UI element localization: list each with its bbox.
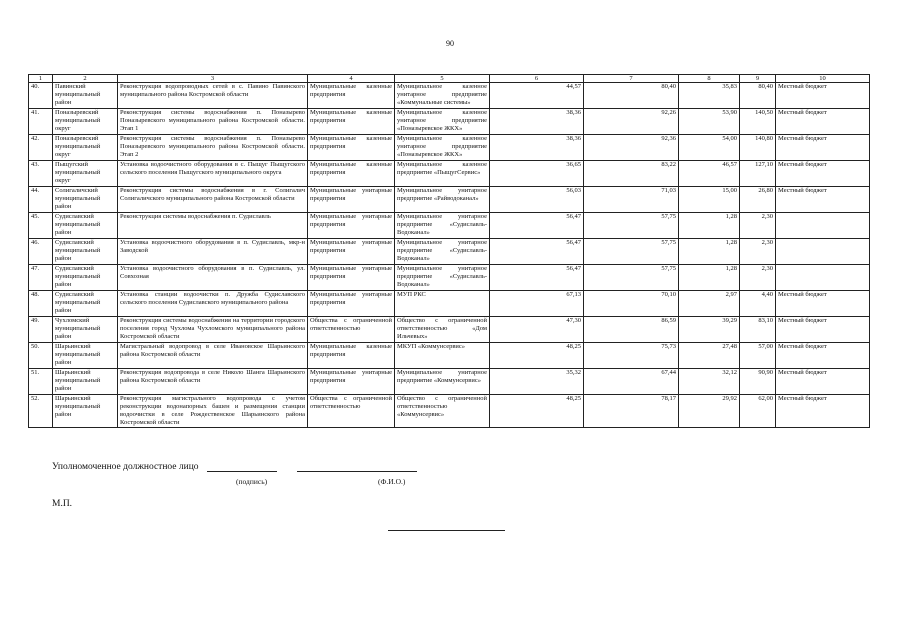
column-header: 6 [490,75,584,83]
column-header: 4 [308,75,395,83]
value-cell: 44,57 [490,83,584,109]
funding-source-cell: Местный бюджет [776,369,870,395]
organization-cell: Муниципальное унитарное предприятие «Судиславль-Водоканал» [395,265,490,291]
table-row [29,213,870,239]
organization-cell: Общество с ограниченной ответственностью «Коммунсервис» [395,395,490,428]
organization-cell: Муниципальное казенное унитарное предприятие «Поназыревское ЖКХ» [395,109,490,135]
value-cell: 2,30 [740,213,776,239]
org-type-cell: Муниципальные унитарные предприятия [308,187,395,213]
project-name-cell: Реконструкция системы водоснабжения п. Судиславль [118,213,308,239]
funding-source-cell: Местный бюджет [776,317,870,343]
name-line [297,471,417,472]
table-row [29,187,870,213]
stamp-label: М.П. [52,499,73,509]
value-cell: 47,30 [490,317,584,343]
column-header: 7 [584,75,679,83]
municipality-cell: Судиславский муниципальный район [53,291,118,317]
value-cell: 2,97 [679,291,740,317]
signature-line [207,471,277,472]
municipality-cell: Поназыревский муниципальный округ [53,109,118,135]
value-cell: 83,10 [740,317,776,343]
funding-source-cell [776,213,870,239]
name-caption: (Ф.И.О.) [378,477,406,486]
municipality-cell: Солигаличский муниципальный район [53,187,118,213]
value-cell: 140,50 [740,109,776,135]
project-name-cell: Установка водоочистного оборудования в с. Пыщуг Пыщугского сельского поселения Пыщугского муниципального округа [118,161,308,187]
organization-cell: Муниципальное казенное унитарное предприятие «Коммунальные системы» [395,83,490,109]
municipality-cell: Пыщугский муниципальный округ [53,161,118,187]
table-row [29,343,870,369]
table-row [29,369,870,395]
authorized-person-label: Уполномоченное должностное лицо [52,462,199,472]
project-name-cell: Реконструкция системы водоснабжения на территории городского поселения город Чухлома Чухломского муниципального района Костромской области [118,317,308,343]
signature-caption: (подпись) [236,477,268,486]
municipality-cell: Шарьинский муниципальный район [53,395,118,428]
row-number: 50. [29,343,53,369]
project-name-cell: Реконструкция водопроводных сетей в с. Павино Павинского муниципального района Костромской области [118,83,308,109]
table-row [29,395,870,428]
org-type-cell: Муниципальные унитарные предприятия [308,265,395,291]
value-cell: 80,40 [740,83,776,109]
project-name-cell: Реконструкция системы водоснабжения п. Поназырево Поназыревского муниципального района Костромской области. Этап 1 [118,109,308,135]
org-type-cell: Муниципальные казенные предприятия [308,83,395,109]
row-number: 47. [29,265,53,291]
organization-cell: Муниципальное унитарное предприятие «Коммунсервис» [395,369,490,395]
row-number: 48. [29,291,53,317]
value-cell: 75,73 [584,343,679,369]
signature-block [52,462,417,472]
row-number: 45. [29,213,53,239]
row-number: 44. [29,187,53,213]
value-cell: 38,36 [490,109,584,135]
value-cell: 92,36 [584,135,679,161]
municipality-cell: Поназыревский муниципальный округ [53,135,118,161]
value-cell: 86,59 [584,317,679,343]
value-cell: 48,25 [490,343,584,369]
project-name-cell: Реконструкция системы водоснабжения п. Поназырево Поназыревского муниципального района Костромской области. Этап 2 [118,135,308,161]
funding-source-cell: Местный бюджет [776,109,870,135]
organization-cell: Муниципальное унитарное предприятие «Судиславль-Водоканал» [395,239,490,265]
column-header: 5 [395,75,490,83]
value-cell: 92,26 [584,109,679,135]
value-cell: 67,44 [584,369,679,395]
row-number: 46. [29,239,53,265]
project-name-cell: Магистральный водопровод в селе Ивановское Шарьинского района Костромской области [118,343,308,369]
funding-source-cell [776,265,870,291]
municipality-cell: Судиславский муниципальный район [53,265,118,291]
row-number: 49. [29,317,53,343]
org-type-cell: Муниципальные унитарные предприятия [308,239,395,265]
org-type-cell: Муниципальные унитарные предприятия [308,213,395,239]
column-header: 8 [679,75,740,83]
org-type-cell: Муниципальные унитарные предприятия [308,369,395,395]
column-header: 3 [118,75,308,83]
table-row [29,265,870,291]
value-cell: 1,28 [679,239,740,265]
municipality-cell: Шарьинский муниципальный район [53,343,118,369]
value-cell: 78,17 [584,395,679,428]
value-cell: 53,90 [679,109,740,135]
municipality-cell: Павинский муниципальный район [53,83,118,109]
value-cell: 80,40 [584,83,679,109]
table-row [29,83,870,109]
row-number: 41. [29,109,53,135]
row-number: 52. [29,395,53,428]
municipality-cell: Шарьинский муниципальный район [53,369,118,395]
organization-cell: Муниципальное унитарное предприятие «Судиславль-Водоканал» [395,213,490,239]
value-cell: 46,57 [679,161,740,187]
org-type-cell: Муниципальные казенные предприятия [308,343,395,369]
column-header: 10 [776,75,870,83]
value-cell: 2,30 [740,239,776,265]
row-number: 40. [29,83,53,109]
value-cell: 26,80 [740,187,776,213]
value-cell: 127,10 [740,161,776,187]
org-type-cell: Муниципальные казенные предприятия [308,135,395,161]
bottom-rule [388,530,505,531]
value-cell: 56,03 [490,187,584,213]
value-cell: 57,75 [584,239,679,265]
organization-cell: Общество с ограниченной ответственностью «Дом Ильчевых» [395,317,490,343]
page-number: 90 [446,39,454,48]
value-cell: 57,00 [740,343,776,369]
table-row [29,291,870,317]
funding-source-cell [776,239,870,265]
value-cell: 90,90 [740,369,776,395]
row-number: 42. [29,135,53,161]
organization-cell: Муниципальное казенное унитарное предприятие «Поназыревское ЖКХ» [395,135,490,161]
value-cell: 56,47 [490,239,584,265]
funding-source-cell: Местный бюджет [776,135,870,161]
table-row [29,239,870,265]
project-name-cell: Реконструкция водопровода в селе Николо Шанга Шарьинского района Костромской области [118,369,308,395]
value-cell: 56,47 [490,265,584,291]
value-cell: 56,47 [490,213,584,239]
funding-source-cell: Местный бюджет [776,83,870,109]
funding-source-cell: Местный бюджет [776,187,870,213]
value-cell: 62,00 [740,395,776,428]
org-type-cell: Муниципальные унитарные предприятия [308,291,395,317]
value-cell: 29,92 [679,395,740,428]
organization-cell: МКУП «Коммунсервис» [395,343,490,369]
value-cell: 67,13 [490,291,584,317]
value-cell: 35,83 [679,83,740,109]
organization-cell: МУП РКС [395,291,490,317]
value-cell: 1,28 [679,213,740,239]
municipality-cell: Судиславский муниципальный район [53,213,118,239]
table-row [29,161,870,187]
row-number: 51. [29,369,53,395]
value-cell: 39,29 [679,317,740,343]
value-cell: 83,22 [584,161,679,187]
table-row [29,109,870,135]
project-name-cell: Установка водоочистного оборудования в п. Судиславль, ул. Совхозная [118,265,308,291]
column-header: 9 [740,75,776,83]
value-cell: 57,75 [584,213,679,239]
funding-source-cell: Местный бюджет [776,343,870,369]
value-cell: 27,48 [679,343,740,369]
table-row [29,317,870,343]
value-cell: 35,32 [490,369,584,395]
value-cell: 4,40 [740,291,776,317]
value-cell: 54,00 [679,135,740,161]
value-cell: 32,12 [679,369,740,395]
org-type-cell: Общества с ограниченной ответственностью [308,395,395,428]
project-name-cell: Установка водоочистного оборудования в п. Судиславль, мкр-н Заводской [118,239,308,265]
project-name-cell: Реконструкция системы водоснабжения в г. Солигалич Солигаличского муниципального района Костромской области [118,187,308,213]
projects-table [28,74,870,428]
municipality-cell: Чухломский муниципальный район [53,317,118,343]
column-header: 2 [53,75,118,83]
table-header-row [29,75,870,83]
funding-source-cell: Местный бюджет [776,161,870,187]
org-type-cell: Общества с ограниченной ответственностью [308,317,395,343]
organization-cell: Муниципальное казенное предприятие «ПыщугСервис» [395,161,490,187]
project-name-cell: Установка станции водоочистки п. Дружба Судиславского сельского поселения Судиславского муниципального района [118,291,308,317]
value-cell: 38,36 [490,135,584,161]
value-cell: 48,25 [490,395,584,428]
value-cell: 140,80 [740,135,776,161]
value-cell: 15,00 [679,187,740,213]
table-row [29,135,870,161]
funding-source-cell: Местный бюджет [776,395,870,428]
column-header: 1 [29,75,53,83]
org-type-cell: Муниципальные казенные предприятия [308,161,395,187]
value-cell: 71,03 [584,187,679,213]
value-cell: 2,30 [740,265,776,291]
organization-cell: Муниципальное унитарное предприятие «Райводоканал» [395,187,490,213]
value-cell: 70,10 [584,291,679,317]
municipality-cell: Судиславский муниципальный район [53,239,118,265]
row-number: 43. [29,161,53,187]
value-cell: 57,75 [584,265,679,291]
funding-source-cell: Местный бюджет [776,291,870,317]
value-cell: 36,65 [490,161,584,187]
value-cell: 1,28 [679,265,740,291]
org-type-cell: Муниципальные казенные предприятия [308,109,395,135]
project-name-cell: Реконструкция магистрального водопровода с учетом реконструкции водонапорных башен и размещения станции водоочистки в селе Рождественское Шарьинского района Костромской области [118,395,308,428]
